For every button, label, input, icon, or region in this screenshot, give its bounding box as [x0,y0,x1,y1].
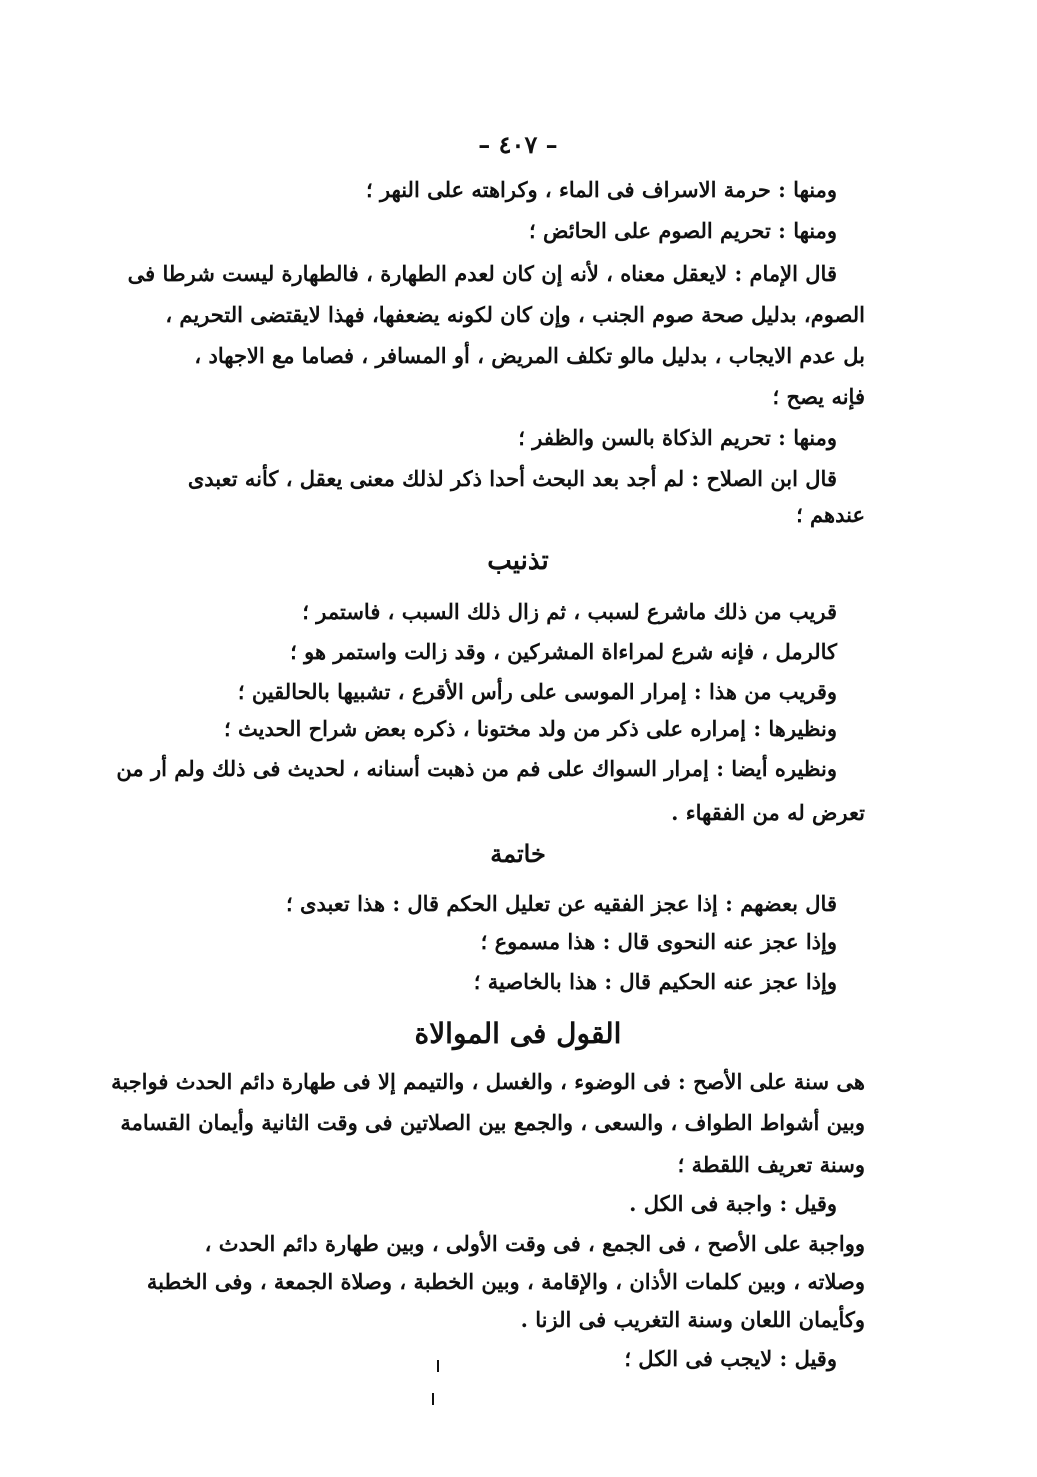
section-title: خاتمة [490,839,546,868]
text-line: وإذا عجز عنه النحوى قال : هذا مسموع ؛ [480,929,837,954]
text-line: وقريب من هذا : إمرار الموسى على رأس الأقرع ، تشبيها بالحالقين ؛ [237,679,837,704]
text-line: الصوم، بدليل صحة صوم الجنب ، وإن كان لكونه يضعفها، فهذا لايقتضى التحريم ، [165,302,865,327]
text-line: وسنة تعريف اللقطة ؛ [677,1152,865,1177]
text-line: بل عدم الايجاب ، بدليل مالو تكلف المريض ، أو المسافر ، فصاما مع الاجهاد ، [194,343,865,368]
text-line: كالرمل ، فإنه شرع لمراءاة المشركين ، وقد زالت واستمر هو ؛ [290,639,837,664]
scan-mark [432,1393,434,1405]
text-line: ونظيرها : إمراره على ذكر من ولد مختونا ، ذكره بعض شراح الحديث ؛ [224,716,837,741]
text-line: قريب من ذلك ماشرع لسبب ، ثم زال ذلك السبب ، فاستمر ؛ [302,599,837,624]
text-line: ومنها : تحريم الصوم على الحائض ؛ [529,218,837,243]
text-line: وإذا عجز عنه الحكيم قال : هذا بالخاصية ؛ [473,969,837,994]
text-line: ونظيره أيضا : إمرار السواك على فم من ذهبت أسنانه ، لحديث فى ذلك ولم أر من [116,756,837,781]
text-line: قال الإمام : لايعقل معناه ، لأنه إن كان لعدم الطهارة ، فالطهارة ليست شرطا فى [127,261,837,286]
text-line: وواجبة على الأصح ، فى الجمع ، فى وقت الأولى ، وبين طهارة دائم الحدث ، [204,1231,865,1256]
scan-mark [437,1360,439,1372]
text-line: ومنها : تحريم الذكاة بالسن والظفر ؛ [518,425,837,450]
section-title: تذنيب [487,546,549,576]
page-number: – ٤٠٧ – [478,130,558,159]
section-title: القول فى الموالاة [414,1017,622,1050]
text-line: قال بعضهم : إذا عجز الفقيه عن تعليل الحكم قال : هذا تعبدى ؛ [286,891,837,916]
text-line: ومنها : حرمة الاسراف فى الماء ، وكراهته على النهر ؛ [365,177,837,202]
text-line: هى سنة على الأصح : فى الوضوء ، والغسل ، والتيمم إلا فى طهارة دائم الحدث فواجبة [111,1069,865,1094]
text-line: تعرض له من الفقهاء . [671,800,865,825]
text-line: وقيل : واجبة فى الكل . [629,1191,837,1216]
text-line: عندهم ؛ [796,502,865,527]
text-line: فإنه يصح ؛ [772,384,865,409]
text-line: وصلاته ، وبين كلمات الأذان ، والإقامة ، وبين الخطبة ، وصلاة الجمعة ، وفى الخطبة [146,1269,865,1294]
text-line: قال ابن الصلاح : لم أجد بعد البحث أحدا ذكر لذلك معنى يعقل ، كأنه تعبدى [187,466,837,491]
text-line: وبين أشواط الطواف ، والسعى ، والجمع بين الصلاتين فى وقت الثانية وأيمان القسامة [120,1110,865,1135]
text-line: وقيل : لايجب فى الكل ؛ [624,1346,837,1371]
text-line: وكأيمان اللعان وسنة التغريب فى الزنا . [520,1307,865,1332]
